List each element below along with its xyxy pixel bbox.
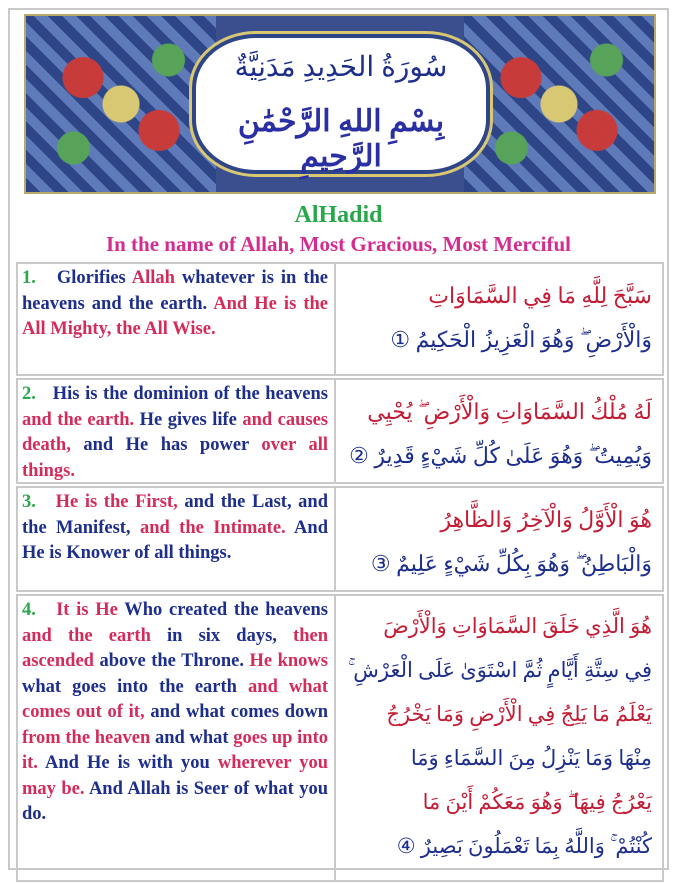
arabic-line: هُوَ الْأَوَّلُ وَالْآخِرُ وَالظَّاهِرُ: [440, 507, 652, 532]
verse-row: [16, 486, 664, 592]
verse-number: 1.: [22, 268, 57, 288]
verse-translation: [18, 596, 336, 880]
translation-segment: what goes into the earth: [22, 676, 249, 697]
translation-segment: And He is Knower of all things.: [22, 517, 328, 563]
translation-segment: in six days,: [167, 625, 294, 646]
arabic-line: وَيُمِيتُ ۖ وَهُوَ عَلَىٰ كُلِّ شَيْءٍ قَدِيرٌ ②: [349, 443, 652, 468]
page-subtitle: In the name of Allah, Most Gracious, Most Merciful: [105, 232, 572, 256]
translation-segment: whatever is in the heavens: [22, 268, 328, 314]
arabic-line: لَهُ مُلْكُ السَّمَاوَاتِ وَالْأَرْضِ ۖ يُحْيِي: [367, 399, 652, 424]
verse-number: 4.: [22, 600, 57, 620]
surah-title-arabic: سُورَةُ الحَدِيدِ مَدَنِيَّةٌ: [234, 52, 448, 83]
page-frame: [8, 8, 669, 870]
translation-segment: over all things.: [22, 435, 329, 481]
translation-segment: of the heavens: [214, 384, 329, 404]
arabic-line: وَالْأَرْضِ ۖ وَهُوَ الْعَزِيزُ الْحَكِيمُ ①: [390, 327, 652, 352]
arabic-line: يَعْلَمُ مَا يَلِجُ فِي الْأَرْضِ وَمَا يَخْرُجُ: [386, 702, 652, 726]
verse-arabic: [336, 488, 662, 590]
translation-segment: and the Intimate.: [139, 517, 295, 538]
bismillah-arabic: بِسْمِ اللهِ الرَّحْمَٰنِ الرَّحِيمِ: [237, 105, 445, 173]
verses-table: [16, 262, 664, 884]
translation-segment: He knows: [249, 651, 328, 671]
translation-segment: and what comes down: [150, 702, 328, 722]
left-ornament-image: [26, 16, 216, 192]
translation-segment: and the Manifest,: [22, 492, 328, 538]
arabic-line: وَالْبَاطِنُ ۖ وَهُوَ بِكُلِّ شَيْءٍ عَلِيمٌ ③: [370, 551, 652, 576]
surah-header-banner: [24, 14, 656, 194]
verse-arabic: [336, 264, 662, 374]
translation-segment: It is He: [56, 600, 125, 620]
title-cartouche: [196, 38, 486, 173]
translation-segment: above the Throne.: [99, 651, 250, 671]
verse-translation: [18, 380, 336, 482]
translation-segment: and what comes out of it,: [22, 676, 329, 722]
translation-segment: And Allah is Seer of what you do.: [22, 778, 328, 824]
translation-segment: and He has power: [83, 435, 262, 455]
arabic-line: سَبَّحَ لِلَّهِ مَا فِي السَّمَاوَاتِ: [428, 283, 652, 308]
translation-segment: from the heaven: [22, 727, 155, 748]
translation-segment: He gives life: [139, 409, 243, 430]
translation-segment: And He is the All Mighty, the All Wise.: [22, 293, 329, 339]
heading: [10, 200, 667, 258]
arabic-line: مِنْهَا وَمَا يَنْزِلُ مِنَ السَّمَاءِ وَمَا: [410, 746, 652, 770]
verse-row: [16, 262, 664, 376]
verse-row: [16, 378, 664, 484]
translation-segment: He is the First,: [55, 492, 185, 512]
verse-row: [16, 594, 664, 882]
arabic-line: هُوَ الَّذِي خَلَقَ السَّمَاوَاتِ وَالْأَرْضَ: [383, 614, 652, 638]
translation-segment: and the earth.: [91, 293, 214, 314]
translation-segment: and the earth.: [22, 409, 140, 430]
translation-segment: Allah: [131, 268, 182, 288]
arabic-line: كُنْتُمْ ۚ وَاللَّهُ بِمَا تَعْمَلُونَ بَصِيرٌ ④: [396, 834, 652, 858]
translation-segment: then ascended: [22, 625, 328, 671]
translation-segment: and the Last,: [184, 492, 299, 512]
right-ornament-image: [464, 16, 654, 192]
arabic-line: فِي سِتَّةِ أَيَّامٍ ثُمَّ اسْتَوَىٰ عَلَى الْعَرْشِ ۚ: [347, 658, 652, 682]
verse-arabic: [336, 380, 662, 482]
translation-segment: and causes death,: [22, 409, 328, 455]
verse-translation: [18, 264, 336, 374]
verse-arabic: [336, 596, 662, 880]
arabic-line: يَعْرُجُ فِيهَا ۖ وَهُوَ مَعَكُمْ أَيْنَ مَا: [422, 790, 652, 814]
translation-segment: and the earth: [22, 625, 168, 646]
verse-number: 2.: [22, 384, 53, 404]
translation-segment: wherever you may be.: [22, 753, 329, 799]
translation-segment: And He is with you: [44, 753, 218, 773]
translation-segment: goes up into it.: [22, 727, 328, 773]
translation-segment: His is the dominion: [52, 384, 214, 404]
verse-translation: [18, 488, 336, 590]
translation-segment: Who created the heavens: [124, 600, 329, 620]
translation-segment: and what: [154, 727, 234, 748]
page-title: AlHadid: [294, 202, 383, 228]
verse-number: 3.: [22, 492, 56, 512]
translation-segment: Glorifies: [56, 268, 132, 288]
